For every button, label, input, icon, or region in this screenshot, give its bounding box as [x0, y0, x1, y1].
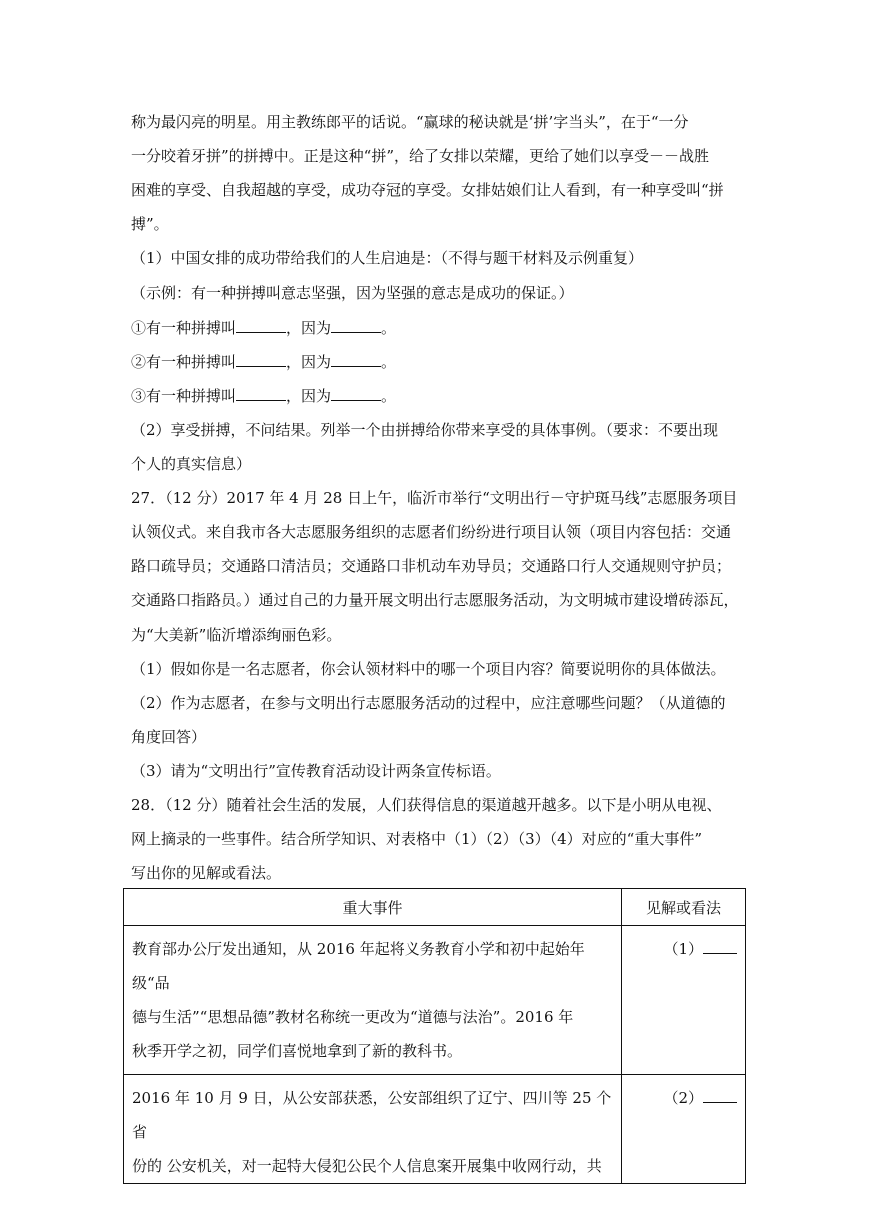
q28-line: 网上摘录的一些事件。结合所学知识、对表格中（1）（2）（3）（4）对应的“重大事件”	[131, 830, 703, 848]
q27-sub1: （1）假如你是一名志愿者，你会认领材料中的哪一个项目内容？简要说明你的具体做法。	[131, 660, 726, 678]
opinion-number: （1）	[663, 940, 703, 958]
events-table	[123, 888, 746, 1184]
q26-sub2: （2）享受拼搏，不问结果。列举一个由拼搏给你带来享受的具体事例。（要求：不要出现	[131, 421, 719, 439]
opinion-cell	[622, 1075, 746, 1184]
q27-line: 27．（12 分）2017 年 4 月 28 日上午，临沂市举行“文明出行－守护斑马线”志愿服务项目	[131, 489, 738, 507]
q27-sub3: （3）请为“文明出行”宣传教育活动设计两条宣传标语。	[131, 762, 501, 780]
event-cell	[124, 1075, 622, 1184]
q26-sub1: （1）中国女排的成功带给我们的人生启迪是：（不得与题干材料及示例重复）	[131, 249, 644, 267]
q28-line: 28．（12 分）随着社会生活的发展，人们获得信息的渠道越开越多。以下是小明从电视、	[131, 796, 722, 814]
event-line: 教育部办公厅发出通知，从 2016 年起将义务教育小学和初中起始年级“品	[132, 940, 585, 992]
answer-blank[interactable]	[703, 1088, 737, 1103]
q26-item-2: ②有一种拼搏叫 ，因为 。	[131, 353, 397, 371]
event-line: 德与生活”“思想品德”教材名称统一更改为“道德与法治”。2016 年	[132, 1008, 574, 1026]
opinion-cell	[622, 926, 746, 1075]
paragraph-line: 搏”。	[131, 215, 169, 233]
q27-sub2: （2）作为志愿者，在参与文明出行志愿服务活动的过程中，应注意哪些问题？（从道德的	[131, 694, 726, 712]
q26-sub2-cont: 个人的真实信息）	[131, 455, 252, 473]
table-row	[124, 926, 746, 1075]
answer-blank[interactable]	[703, 939, 737, 954]
table-header-row	[124, 889, 746, 926]
event-line: 份的 公安机关，对一起特大侵犯公民个人信息案开展集中收网行动，共	[132, 1157, 602, 1175]
answer-blank[interactable]	[331, 386, 381, 401]
q27-line: 路口疏导员；交通路口清洁员；交通路口非机动车劝导员；交通路口行人交通规则守护员；	[131, 557, 732, 575]
answer-blank[interactable]	[331, 318, 381, 333]
q27-line: 认领仪式。来自我市各大志愿服务组织的志愿者们纷纷进行项目认领（项目内容包括：交通	[131, 523, 732, 541]
event-line: 秋季开学之初，同学们喜悦地拿到了新的教科书。	[132, 1042, 463, 1060]
q26-example: （示例：有一种拼搏叫意志坚强，因为坚强的意志是成功的保证。）	[131, 284, 574, 302]
paragraph-line: 称为最闪亮的明星。用主教练郎平的话说。“赢球的秘诀就是‘拼’字当头”，在于“一分	[131, 113, 689, 131]
q27-line: 交通路口指路员。）通过自己的力量开展文明出行志愿服务活动，为文明城市建设增砖添瓦，	[131, 591, 739, 609]
q26-item-1: ①有一种拼搏叫 ，因为 。	[131, 319, 397, 337]
header-major-events: 重大事件	[124, 889, 622, 926]
paragraph-line: 一分咬着牙拼”的拼搏中。正是这种“拼”，给了女排以荣耀，更给了她们以享受－－战胜	[131, 147, 710, 165]
opinion-number: （2）	[663, 1089, 703, 1107]
header-opinion: 见解或看法	[622, 889, 746, 926]
event-cell	[124, 926, 622, 1075]
q27-sub2-cont: 角度回答）	[131, 728, 207, 746]
q27-line: 为“大美新”临沂增添绚丽色彩。	[131, 626, 342, 644]
q28-line: 写出你的见解或看法。	[131, 864, 282, 882]
answer-blank[interactable]	[236, 318, 286, 333]
answer-blank[interactable]	[331, 352, 381, 367]
answer-blank[interactable]	[236, 386, 286, 401]
answer-blank[interactable]	[236, 352, 286, 367]
q26-item-3: ③有一种拼搏叫 ，因为 。	[131, 387, 397, 405]
paragraph-line: 困难的享受、自我超越的享受，成功夺冠的享受。女排姑娘们让人看到，有一种享受叫“拼	[131, 181, 724, 199]
table-row	[124, 1075, 746, 1184]
event-line: 2016 年 10 月 9 日，从公安部获悉，公安部组织了辽宁、四川等 25 个省	[132, 1089, 612, 1141]
